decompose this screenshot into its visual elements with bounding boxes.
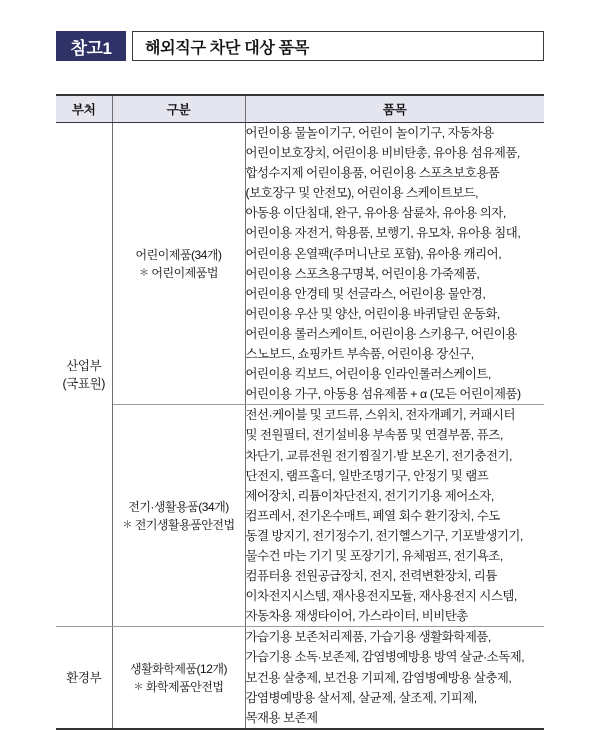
blocked-items-table <box>56 94 544 730</box>
goods-line: 자동차용 재생타이어, 가스라이터, 비비탄총 <box>245 609 468 624</box>
category-name: 생활화학제품(12개) <box>130 661 227 676</box>
category-law-row <box>113 516 245 534</box>
category-law-row <box>113 678 245 696</box>
goods-line: 합성수지제 어린이용품, 어린이용 스포츠보호용품 <box>245 166 500 181</box>
cell-goods-childrens-products <box>245 123 544 405</box>
column-header-goods: 품목 <box>245 95 544 123</box>
goods-line: 목재용 보존제 <box>245 710 318 725</box>
department-name-line1: 환경부 <box>66 670 102 685</box>
cell-department-industry <box>56 123 112 627</box>
table-row <box>56 123 544 405</box>
department-name-line2: (국표원) <box>62 376 106 391</box>
goods-line: 어린이용 가구, 아동용 섬유제품 + α (모든 어린이제품) <box>245 387 521 402</box>
goods-line: 어린이용 킥보드, 어린이용 인라인롤러스케이트, <box>245 367 491 382</box>
goods-line: 어린이용 자전거, 학용품, 보행기, 유모차, 유아용 침대, <box>245 226 521 241</box>
reference-badge: 참고1 <box>56 31 126 61</box>
goods-line: 차단기, 교류전원 전기찜질기·발 보온기, 전기충전기, <box>245 448 513 463</box>
goods-line: 전선·케이블 및 코드류, 스위치, 전자개폐기, 커패시터 <box>245 408 516 423</box>
department-name-line1: 산업부 <box>66 358 102 373</box>
goods-line: 보건용 살충제, 보건용 기피제, 감염병예방용 살충제, <box>245 670 512 685</box>
goods-line: 어린이용 우산 및 양산, 어린이용 바퀴달린 운동화, <box>245 306 500 321</box>
column-header-category: 구분 <box>112 95 245 123</box>
document-title-bar <box>56 31 544 61</box>
category-law: 전기생활용품안전법 <box>134 517 235 532</box>
cell-goods-household-chemicals <box>245 627 544 729</box>
goods-line: (보호장구 및 안전모), 어린이용 스케이트보드, <box>245 186 479 201</box>
table-row <box>56 627 544 729</box>
category-name: 전기·생활용품(34개) <box>128 499 229 514</box>
bullet-star-icon: ＊ <box>133 681 143 693</box>
cell-department-environment <box>56 627 112 729</box>
bullet-star-icon: ＊ <box>139 267 149 279</box>
cell-category-household-chemicals <box>112 627 245 729</box>
cell-category-electrical-products <box>112 405 245 627</box>
page-title: 해외직구 차단 대상 품목 <box>132 31 544 61</box>
goods-line: 동결 방지기, 전기정수기, 전기헬스기구, 기포발생기기, <box>245 528 523 543</box>
cell-goods-electrical-products <box>245 405 544 627</box>
category-name: 어린이제품(34개) <box>135 247 222 262</box>
goods-line: 어린이보호장치, 어린이용 비비탄총, 유아용 섬유제품, <box>245 146 520 161</box>
goods-line: 물수건 마는 기기 및 포장기기, 유체펌프, 전기욕조, <box>245 548 503 563</box>
table-row <box>56 405 544 627</box>
goods-line: 어린이용 스포츠용구명복, 어린이용 가죽제품, <box>245 266 480 281</box>
column-header-department: 부처 <box>56 95 112 123</box>
bullet-star-icon: ＊ <box>122 519 132 531</box>
category-law: 어린이제품법 <box>151 265 218 280</box>
goods-line: 어린이용 롤러스케이트, 어린이용 스키용구, 어린이용 <box>245 326 517 341</box>
goods-line: 이차전지시스템, 재사용전지모듈, 재사용전지 시스템, <box>245 589 517 604</box>
category-law: 화학제품안전법 <box>145 679 224 694</box>
goods-line: 단전지, 램프홀더, 일반조명기구, 안정기 및 램프 <box>245 468 489 483</box>
goods-line: 가습기용 소독·보존제, 감염병예방용 방역 살균·소독제, <box>245 650 525 665</box>
cell-category-childrens-products <box>112 123 245 405</box>
goods-line: 제어장치, 리튬이차단전지, 전기기기용 제어소자, <box>245 488 494 503</box>
goods-line: 어린이용 온열팩(주머니난로 포함), 유아용 캐리어, <box>245 246 502 261</box>
goods-line: 및 전원필터, 전기설비용 부속품 및 연결부품, 퓨즈, <box>245 428 503 443</box>
goods-line: 어린이용 안경테 및 선글라스, 어린이용 물안경, <box>245 286 486 301</box>
goods-line: 감염병예방용 살서제, 살균제, 살조제, 기피제, <box>245 690 477 705</box>
goods-line: 스노보드, 쇼핑카트 부속품, 어린이용 장신구, <box>245 347 474 362</box>
table-header-row <box>56 95 544 123</box>
goods-line: 가습기용 보존처리제품, 가습기용 생활화학제품, <box>245 630 491 645</box>
category-law-row <box>113 264 245 282</box>
goods-line: 컴퓨터용 전원공급장치, 전지, 전력변환장치, 리튬 <box>245 569 497 584</box>
goods-line: 아동용 이단침대, 완구, 유아용 삼륜차, 유아용 의자, <box>245 206 506 221</box>
blocked-items-table-wrapper <box>56 94 544 730</box>
goods-line: 어린이용 물놀이기구, 어린이 놀이기구, 자동차용 <box>245 126 494 140</box>
goods-line: 컴프레서, 전기온수매트, 폐열 회수 환기장치, 수도 <box>245 508 500 523</box>
